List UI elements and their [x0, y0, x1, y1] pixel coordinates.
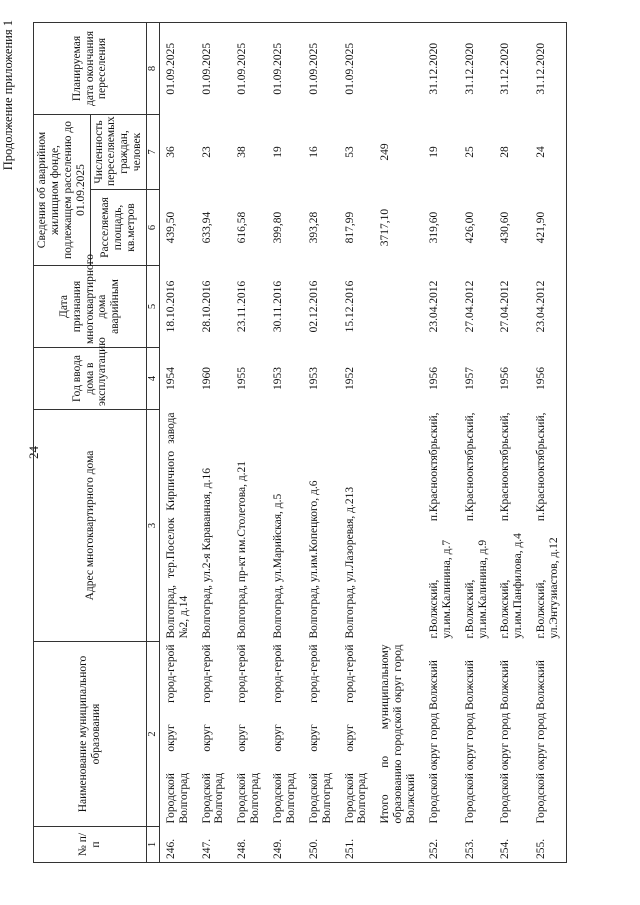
row-number: 247. [196, 827, 232, 863]
people-cell: 25 [463, 146, 476, 158]
planned-date-cell [374, 22, 423, 114]
page-number: 24 [26, 446, 41, 459]
municipality-cell: Городской округ город-герой Волгоград [200, 644, 226, 824]
date-cell: 30.11.2016 [272, 280, 284, 333]
address-cell: Волгоград, ул.2-я Караванная, д.16 [200, 467, 213, 639]
col-number: 6 [147, 190, 160, 266]
table-row [459, 22, 495, 862]
people-cell: 36 [164, 146, 177, 158]
municipality-cell: Городской округ город Волжский [530, 642, 566, 827]
header-planned-date: Планируемая дата окончания переселения [34, 22, 147, 114]
row-number: 253. [459, 827, 495, 863]
houses-table [33, 22, 567, 863]
address-cell: г.Волжский, п.Краснооктябрьский, ул.Энтузиастов, д.12 [530, 410, 566, 642]
address-cell: Волгоград, ул.Лазоревая, д.213 [343, 486, 356, 639]
municipality-cell: Городской округ город-герой Волгоград [307, 644, 333, 824]
table-body [159, 22, 566, 862]
address-cell: Волгоград, ул.Марийская, д.5 [272, 493, 284, 639]
municipality-cell: Городской округ город-герой Волгоград [236, 644, 262, 824]
people-cell: 53 [343, 146, 356, 158]
people-cell: 28 [499, 146, 512, 158]
area-cell: 616,58 [236, 211, 249, 244]
header-municipality: Наименование муниципального образования [34, 642, 147, 827]
address-cell: Волгоград, пр-кт им.Столетова, д.21 [236, 460, 249, 639]
header-address: Адрес многоквартирного дома [34, 410, 147, 642]
area-cell: 817,99 [343, 211, 356, 244]
col-number: 8 [147, 22, 160, 114]
col-number: 5 [147, 266, 160, 348]
date-cell: 23.04.2012 [427, 280, 440, 333]
table-row [231, 22, 267, 862]
row-number: 255. [530, 827, 566, 863]
row-number: 252. [423, 827, 459, 863]
date-cell: 02.12.2016 [307, 280, 320, 333]
date-cell: 27.04.2012 [463, 280, 476, 333]
header-people: Численность переселяемых граждан, человек [90, 114, 147, 189]
row-number: 251. [339, 827, 375, 863]
date-cell: 23.04.2012 [530, 266, 566, 348]
address-cell: г.Волжский, п.Краснооктябрьский, ул.им.Калинина, д.9 [463, 412, 489, 639]
municipality-cell: Городской округ город-герой Волгоград [272, 644, 297, 824]
year-cell: 1956 [427, 367, 440, 390]
people-cell: 249 [379, 143, 392, 161]
people-cell: 16 [307, 146, 320, 158]
address-cell [374, 410, 423, 642]
date-cell: 18.10.2016 [164, 280, 177, 333]
people-cell: 38 [236, 146, 249, 158]
area-cell: 421,90 [530, 190, 566, 266]
year-cell: 1953 [307, 367, 320, 390]
header-number: № п/п [34, 827, 147, 863]
address-cell: Волгоград, ул.им.Копецкого, д.6 [307, 480, 320, 639]
year-cell: 1955 [236, 367, 249, 390]
municipality-cell: Городской округ город-герой Волгоград [343, 644, 369, 824]
municipality-cell: Городской округ город Волжский [427, 660, 440, 824]
area-cell: 426,00 [463, 211, 476, 244]
municipality-cell: Итого по муниципальному образованию городской округ город Волжский [379, 644, 417, 824]
row-number: 250. [303, 827, 339, 863]
header-emergency-info: Сведения об аварийном жилищном фонде, подлежащем расселению до 01.09.2025 [34, 114, 91, 265]
year-cell: 1956 [499, 367, 512, 390]
col-number: 2 [147, 642, 160, 827]
table-row [159, 22, 195, 862]
planned-date-cell: 01.09.2025 [267, 22, 303, 114]
planned-date-cell: 01.09.2025 [159, 22, 195, 114]
planned-date-cell: 31.12.2020 [530, 22, 566, 114]
area-cell: 319,60 [427, 211, 440, 244]
table-row [303, 22, 339, 862]
col-number: 3 [147, 410, 160, 642]
row-number: 249. [267, 827, 303, 863]
municipality-cell: Городской округ город-герой Волгоград [164, 644, 190, 824]
area-cell: 430,60 [499, 211, 512, 244]
people-cell: 23 [200, 146, 213, 158]
year-cell: 1952 [343, 367, 356, 390]
people-cell: 19 [427, 146, 440, 158]
table-row [267, 22, 303, 862]
planned-date-cell: 31.12.2020 [423, 22, 459, 114]
row-number: 254. [494, 827, 530, 863]
date-cell: 23.11.2016 [236, 280, 249, 333]
row-number [374, 827, 423, 863]
year-cell: 1957 [463, 367, 476, 390]
col-number: 7 [147, 114, 160, 189]
table-row [423, 22, 459, 862]
year-cell [374, 348, 423, 410]
col-number: 1 [147, 827, 160, 863]
table-row [196, 22, 232, 862]
planned-date-cell: 31.12.2020 [459, 22, 495, 114]
planned-date-cell: 01.09.2025 [196, 22, 232, 114]
planned-date-cell: 01.09.2025 [303, 22, 339, 114]
municipality-cell: Городской округ город Волжский [499, 660, 512, 824]
header-year: Год ввода дома в эксплуатацию [34, 348, 147, 410]
address-cell: Волгоград, тер.Поселок Кирпичного завода №2, д.14 [164, 412, 190, 639]
col-number: 4 [147, 348, 160, 410]
header-area: Расселяемая площадь, кв.метров [90, 190, 147, 266]
year-cell: 1956 [530, 348, 566, 410]
planned-date-cell: 31.12.2020 [494, 22, 530, 114]
year-cell: 1960 [200, 367, 213, 390]
people-cell: 24 [530, 114, 566, 189]
area-cell: 399,80 [272, 211, 284, 244]
people-cell: 19 [272, 146, 284, 158]
area-cell: 439,50 [164, 211, 177, 244]
date-cell: 28.10.2016 [200, 280, 213, 333]
planned-date-cell: 01.09.2025 [231, 22, 267, 114]
year-cell: 1953 [272, 367, 284, 390]
area-cell: 633,94 [200, 211, 213, 244]
date-cell: 15.12.2016 [343, 280, 356, 333]
address-cell: г.Волжский, п.Краснооктябрьский, ул.им.Калинина, д.7 [427, 412, 453, 639]
table-row [530, 22, 566, 862]
address-cell: г.Волжский, п.Краснооктябрьский, ул.им.Панфилова, д.4 [499, 412, 525, 639]
municipality-cell: Городской округ город Волжский [463, 660, 476, 824]
area-cell: 3717,10 [379, 208, 392, 247]
row-number: 248. [231, 827, 267, 863]
date-cell: 27.04.2012 [499, 280, 512, 333]
continuation-label: Продолжение приложения 1 [1, 20, 15, 171]
year-cell: 1954 [164, 367, 177, 390]
row-number: 246. [159, 827, 195, 863]
table-row [339, 22, 375, 862]
date-cell [374, 266, 423, 348]
table-row [374, 22, 423, 862]
header-date: Дата признания многоквартирного дома аварийным [34, 266, 147, 348]
area-cell: 393,28 [307, 211, 320, 244]
planned-date-cell: 01.09.2025 [339, 22, 375, 114]
table-row [494, 22, 530, 862]
